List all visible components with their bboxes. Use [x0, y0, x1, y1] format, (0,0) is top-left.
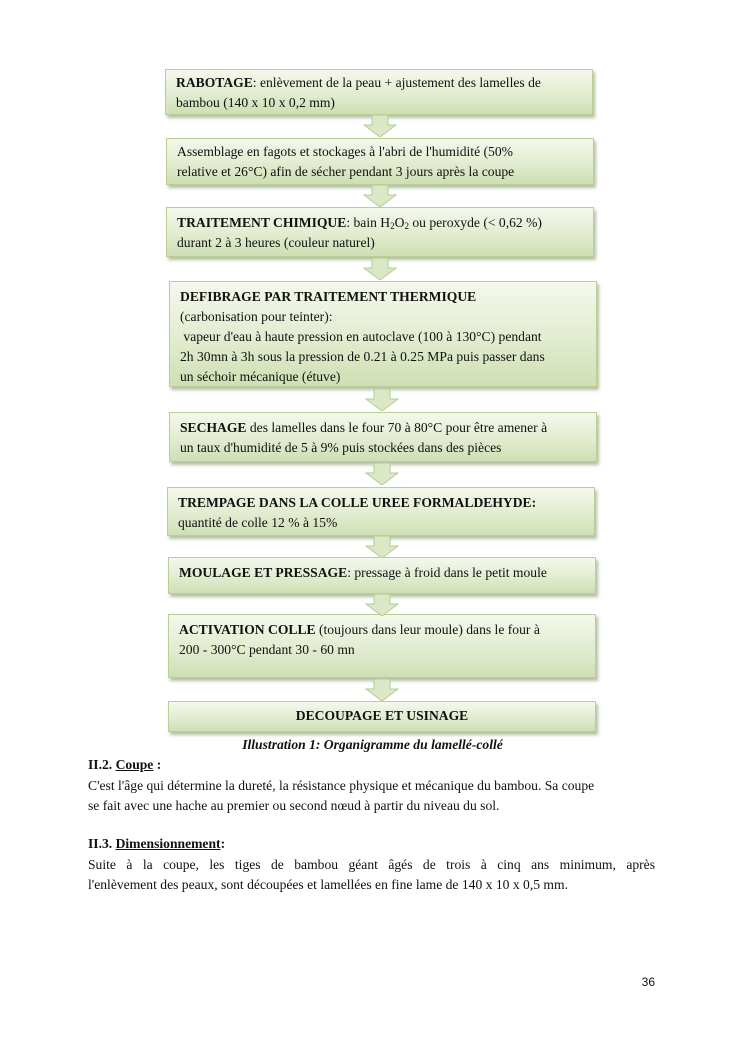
- down-arrow-icon: [363, 185, 397, 207]
- step-text: : pressage à froid dans le petit moule: [347, 565, 547, 580]
- down-arrow-icon: [365, 536, 399, 558]
- paragraph-dimensionnement: [88, 855, 655, 895]
- step-text: 200 - 300°C pendant 30 - 60 mn: [179, 642, 355, 657]
- step-title: SECHAGE: [180, 420, 247, 435]
- down-arrow-icon: [365, 679, 399, 701]
- down-arrow-icon: [365, 463, 399, 485]
- step-text: O: [394, 215, 405, 230]
- section-title: Coupe: [115, 757, 154, 772]
- step-text: 2h 30mn à 3h sous la pression de 0.21 à 0.25 MPa puis passer dans: [180, 349, 545, 364]
- flow-step-sechage: [169, 412, 597, 462]
- flow-step-trempage: [167, 487, 595, 536]
- step-text: vapeur d'eau à haute pression en autoclave (100 à 130°C) pendant: [180, 329, 542, 344]
- paragraph-line: C'est l'âge qui détermine la dureté, la résistance physique et mécanique du bambou. Sa coupe: [88, 778, 595, 793]
- step-title: TRAITEMENT CHIMIQUE: [177, 215, 347, 230]
- step-text: : enlèvement de la peau + ajustement des lamelles de: [252, 75, 541, 90]
- step-title: MOULAGE ET PRESSAGE: [179, 565, 348, 580]
- step-title: DEFIBRAGE PAR TRAITEMENT THERMIQUE: [180, 289, 477, 304]
- step-text: des lamelles dans le four 70 à 80°C pour être amener à: [246, 420, 548, 435]
- section-heading-dimensionnement: [88, 836, 225, 852]
- down-arrow-icon: [365, 389, 399, 411]
- flow-step-traitement-chimique: [166, 207, 594, 257]
- flow-step-defibrage: [169, 281, 597, 387]
- section-suffix: :: [153, 757, 162, 772]
- flow-step-rabotage: [165, 69, 593, 115]
- subscript: 2: [404, 221, 409, 231]
- flow-step-moulage: [168, 557, 596, 594]
- page-number: 36: [641, 975, 655, 989]
- section-heading-coupe: [88, 757, 161, 773]
- flow-step-activation-colle: [168, 614, 596, 678]
- paragraph-line: se fait avec une hache au premier ou second nœud à partir du niveau du sol.: [88, 798, 500, 813]
- down-arrow-icon: [363, 258, 397, 280]
- down-arrow-icon: [363, 115, 397, 137]
- down-arrow-icon: [365, 594, 399, 616]
- step-text: (toujours dans leur moule) dans le four à: [315, 622, 540, 637]
- step-text: ou peroxyde (< 0,62 %): [408, 215, 542, 230]
- figure-caption: Illustration 1: Organigramme du lamellé-collé: [242, 737, 503, 752]
- paragraph-line: Suite à la coupe, les tiges de bambou géant âgés de trois à cinq ans minimum, après: [88, 857, 655, 872]
- section-title: Dimensionnement: [115, 836, 221, 851]
- step-text: relative et 26°C) afin de sécher pendant 3 jours après la coupe: [177, 164, 515, 179]
- section-number: II.3.: [88, 836, 116, 851]
- step-title: DECOUPAGE ET USINAGE: [295, 708, 469, 723]
- step-title: ACTIVATION COLLE: [179, 622, 316, 637]
- flow-step-decoupage: [168, 701, 596, 732]
- section-number: II.2.: [88, 757, 116, 772]
- step-text: quantité de colle 12 % à 15%: [178, 515, 338, 530]
- subscript: 2: [390, 221, 395, 231]
- step-title: RABOTAGE: [176, 75, 253, 90]
- step-text: : bain H: [346, 215, 391, 230]
- step-text: Assemblage en fagots et stockages à l'abri de l'humidité (50%: [177, 144, 513, 159]
- step-title: TREMPAGE DANS LA COLLE UREE FORMALDEHYDE:: [178, 495, 537, 510]
- flow-step-assemblage: [166, 138, 594, 185]
- paragraph-line: l'enlèvement des peaux, sont découpées et lamellées en fine lame de 140 x 10 x 0,5 mm.: [88, 877, 568, 892]
- step-text: un séchoir mécanique (étuve): [180, 369, 341, 384]
- step-text: durant 2 à 3 heures (couleur naturel): [177, 235, 375, 250]
- step-text: (carbonisation pour teinter):: [180, 309, 333, 324]
- section-suffix: :: [220, 836, 226, 851]
- step-text: bambou (140 x 10 x 0,2 mm): [176, 95, 335, 110]
- paragraph-coupe: [88, 776, 655, 816]
- step-text: un taux d'humidité de 5 à 9% puis stockées dans des pièces: [180, 440, 502, 455]
